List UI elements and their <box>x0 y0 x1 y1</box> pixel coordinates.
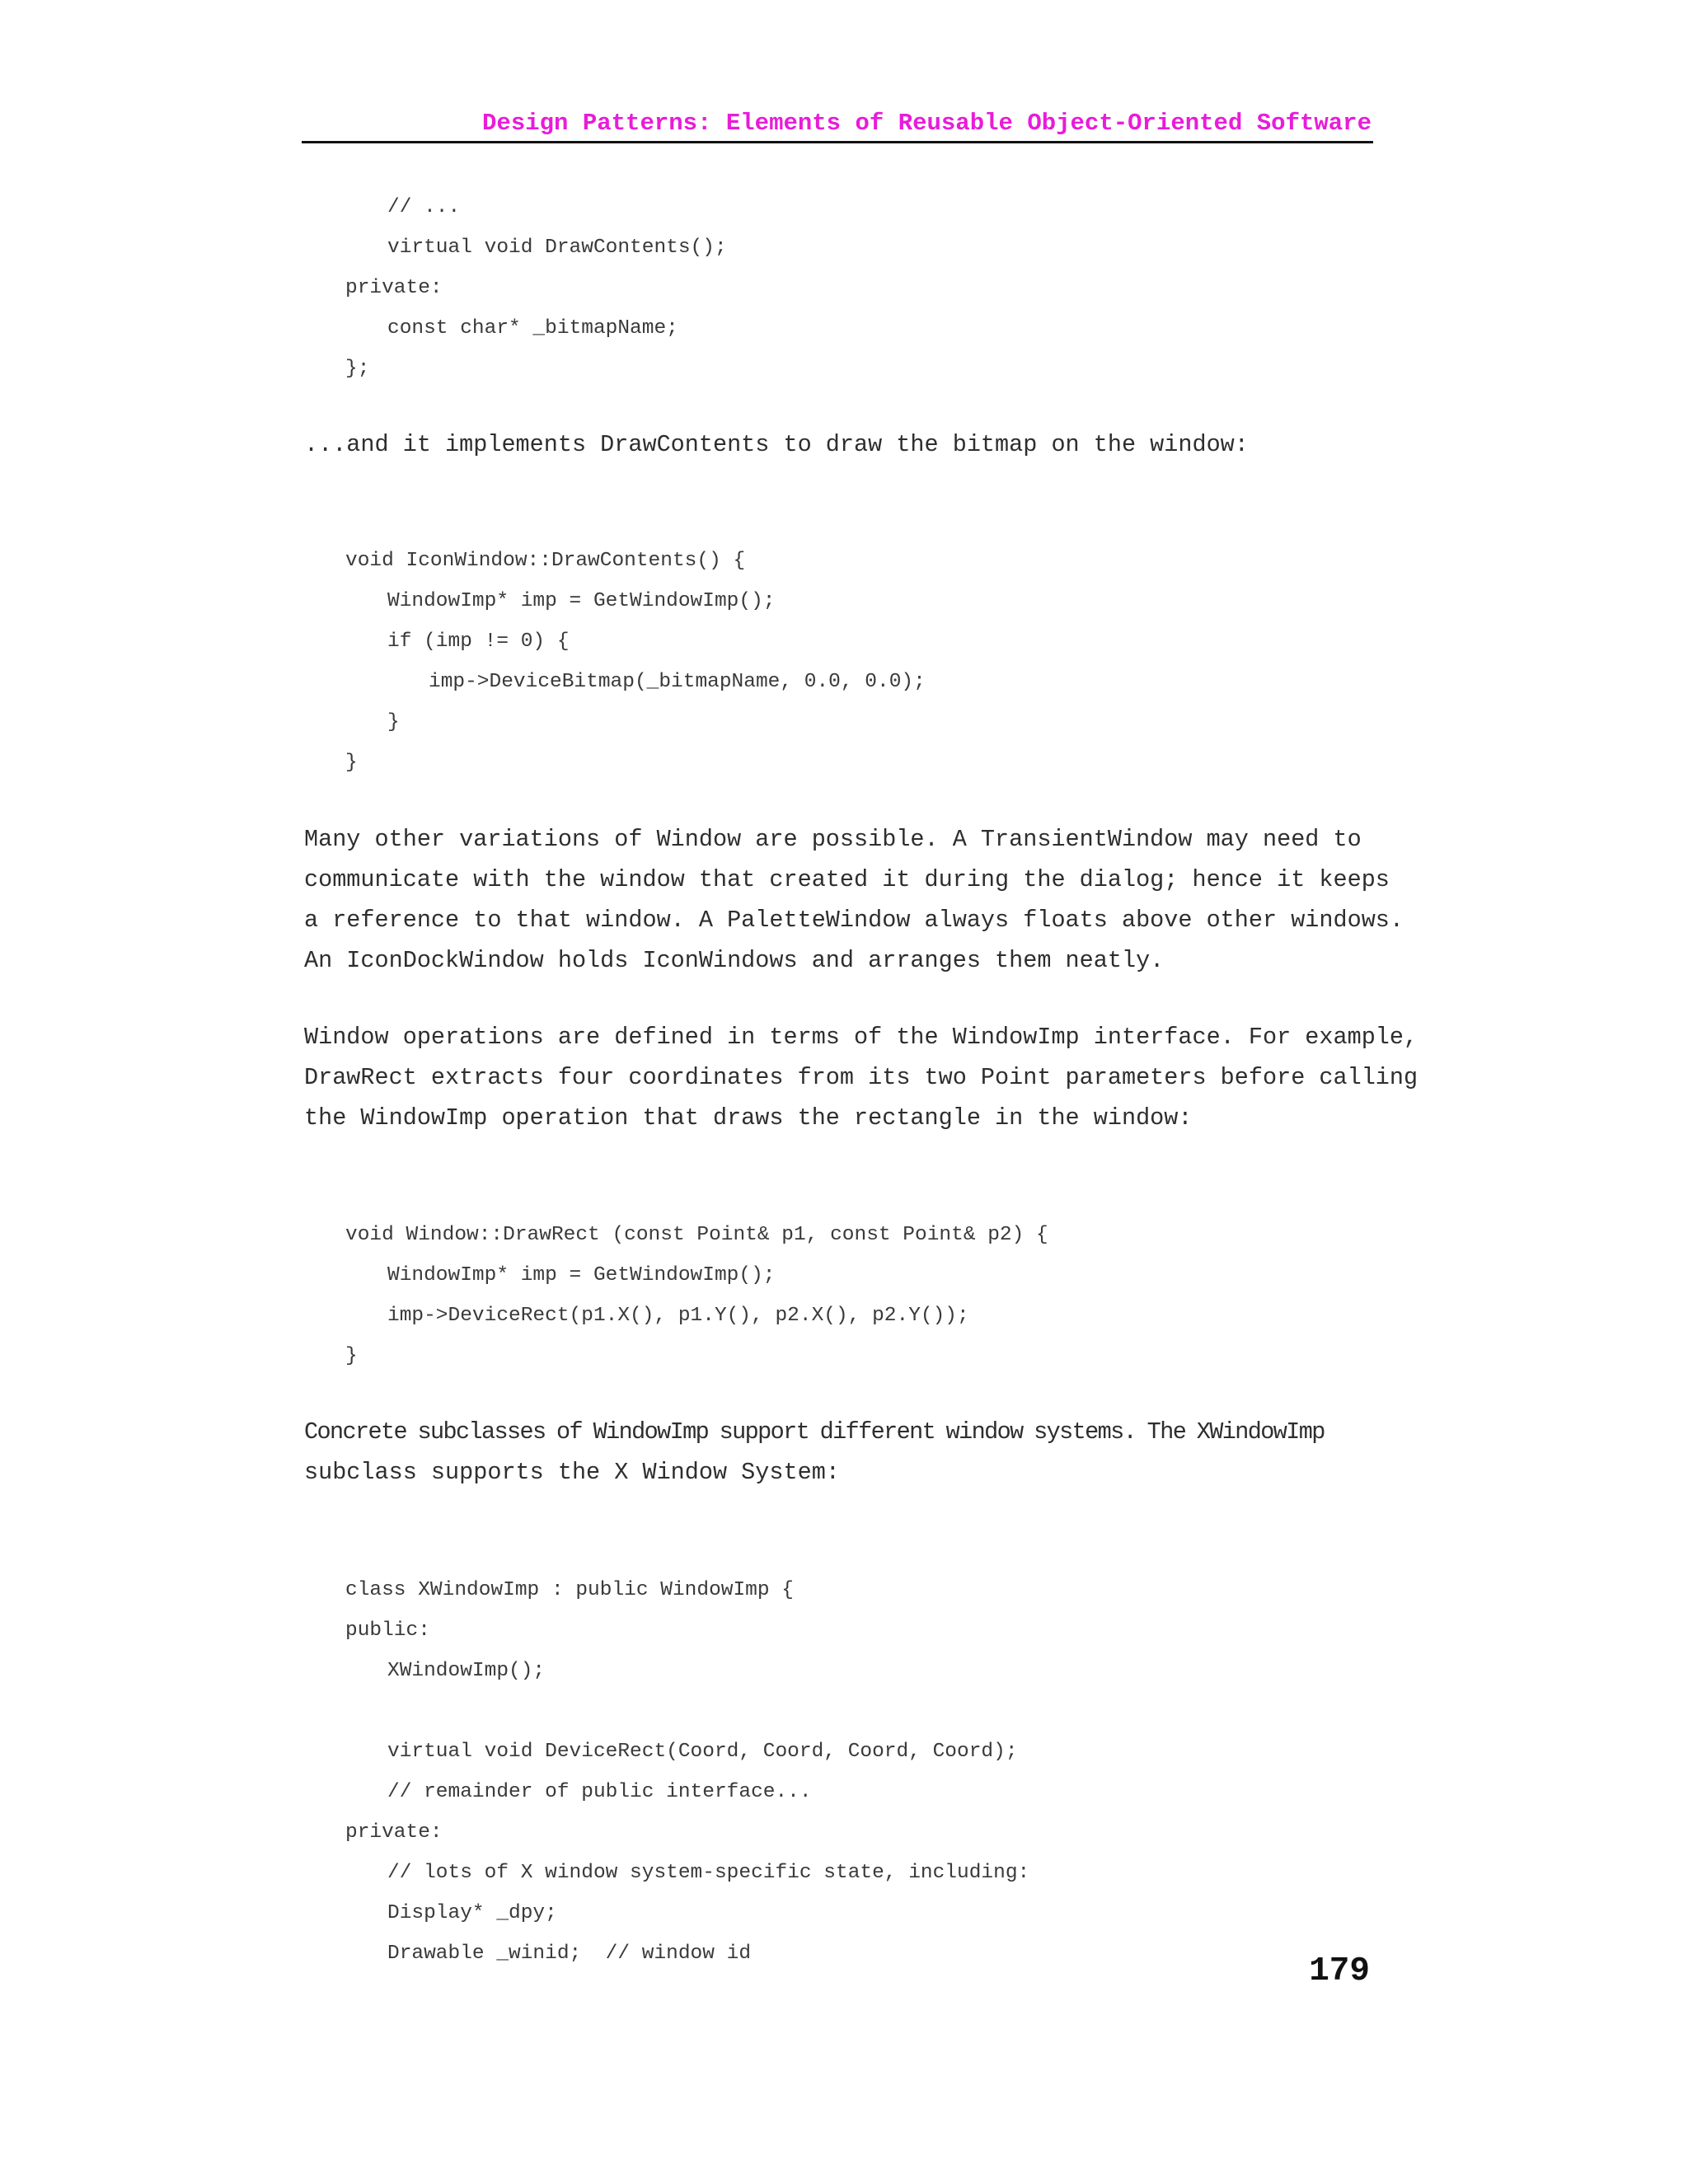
code-line: class XWindowImp : public WindowImp { <box>345 1579 794 1601</box>
code-line: }; <box>345 358 370 380</box>
paragraph-line: a reference to that window. A PaletteWindow always floats above other windows. <box>304 907 1404 934</box>
paragraph-line: Concrete subclasses of WindowImp support different window systems. The XWindowImp <box>304 1418 1325 1446</box>
code-line: Drawable _winid; // window id <box>387 1943 752 1965</box>
code-line: Display* _dpy; <box>387 1902 557 1924</box>
running-header: Design Patterns: Elements of Reusable Object-Oriented Software <box>482 110 1372 137</box>
code-line: if (imp != 0) { <box>387 630 570 653</box>
paragraph-line: the WindowImp operation that draws the rectangle in the window: <box>304 1104 1193 1132</box>
header-rule <box>302 141 1373 143</box>
paragraph-line: An IconDockWindow holds IconWindows and arranges them neatly. <box>304 947 1165 974</box>
code-line: void Window::DrawRect (const Point& p1, const Point& p2) { <box>345 1224 1048 1246</box>
code-line: private: <box>345 277 443 299</box>
paragraph-line: subclass supports the X Window System: <box>304 1459 840 1486</box>
paragraph-line: ...and it implements DrawContents to draw the bitmap on the window: <box>304 431 1249 458</box>
paragraph-line: Window operations are defined in terms of the WindowImp interface. For example, <box>304 1024 1418 1051</box>
paragraph-line: communicate with the window that created it during the dialog; hence it keeps <box>304 866 1390 893</box>
code-line: // lots of X window system-specific state, including: <box>387 1862 1030 1884</box>
paragraph-line: DrawRect extracts four coordinates from its two Point parameters before calling <box>304 1064 1418 1091</box>
code-line: // ... <box>387 196 461 218</box>
code-line: } <box>345 1345 358 1367</box>
code-line: WindowImp* imp = GetWindowImp(); <box>387 590 776 612</box>
code-line: imp->DeviceBitmap(_bitmapName, 0.0, 0.0); <box>429 671 926 693</box>
code-line: virtual void DeviceRect(Coord, Coord, Coord, Coord); <box>387 1741 1018 1763</box>
paragraph-line: Many other variations of Window are possible. A TransientWindow may need to <box>304 826 1362 853</box>
code-line: virtual void DrawContents(); <box>387 237 727 259</box>
code-line: const char* _bitmapName; <box>387 317 678 340</box>
code-line: XWindowImp(); <box>387 1660 546 1682</box>
document-page <box>302 0 1418 2184</box>
code-line: private: <box>345 1821 443 1844</box>
code-line: public: <box>345 1619 430 1642</box>
code-line: } <box>345 752 358 774</box>
code-line: imp->DeviceRect(p1.X(), p1.Y(), p2.X(), p2.Y()); <box>387 1305 969 1327</box>
code-line: void IconWindow::DrawContents() { <box>345 550 746 572</box>
code-line: } <box>387 711 400 733</box>
page-number: 179 <box>1309 1952 1370 1990</box>
code-line: WindowImp* imp = GetWindowImp(); <box>387 1264 776 1286</box>
code-line: // remainder of public interface... <box>387 1781 812 1803</box>
